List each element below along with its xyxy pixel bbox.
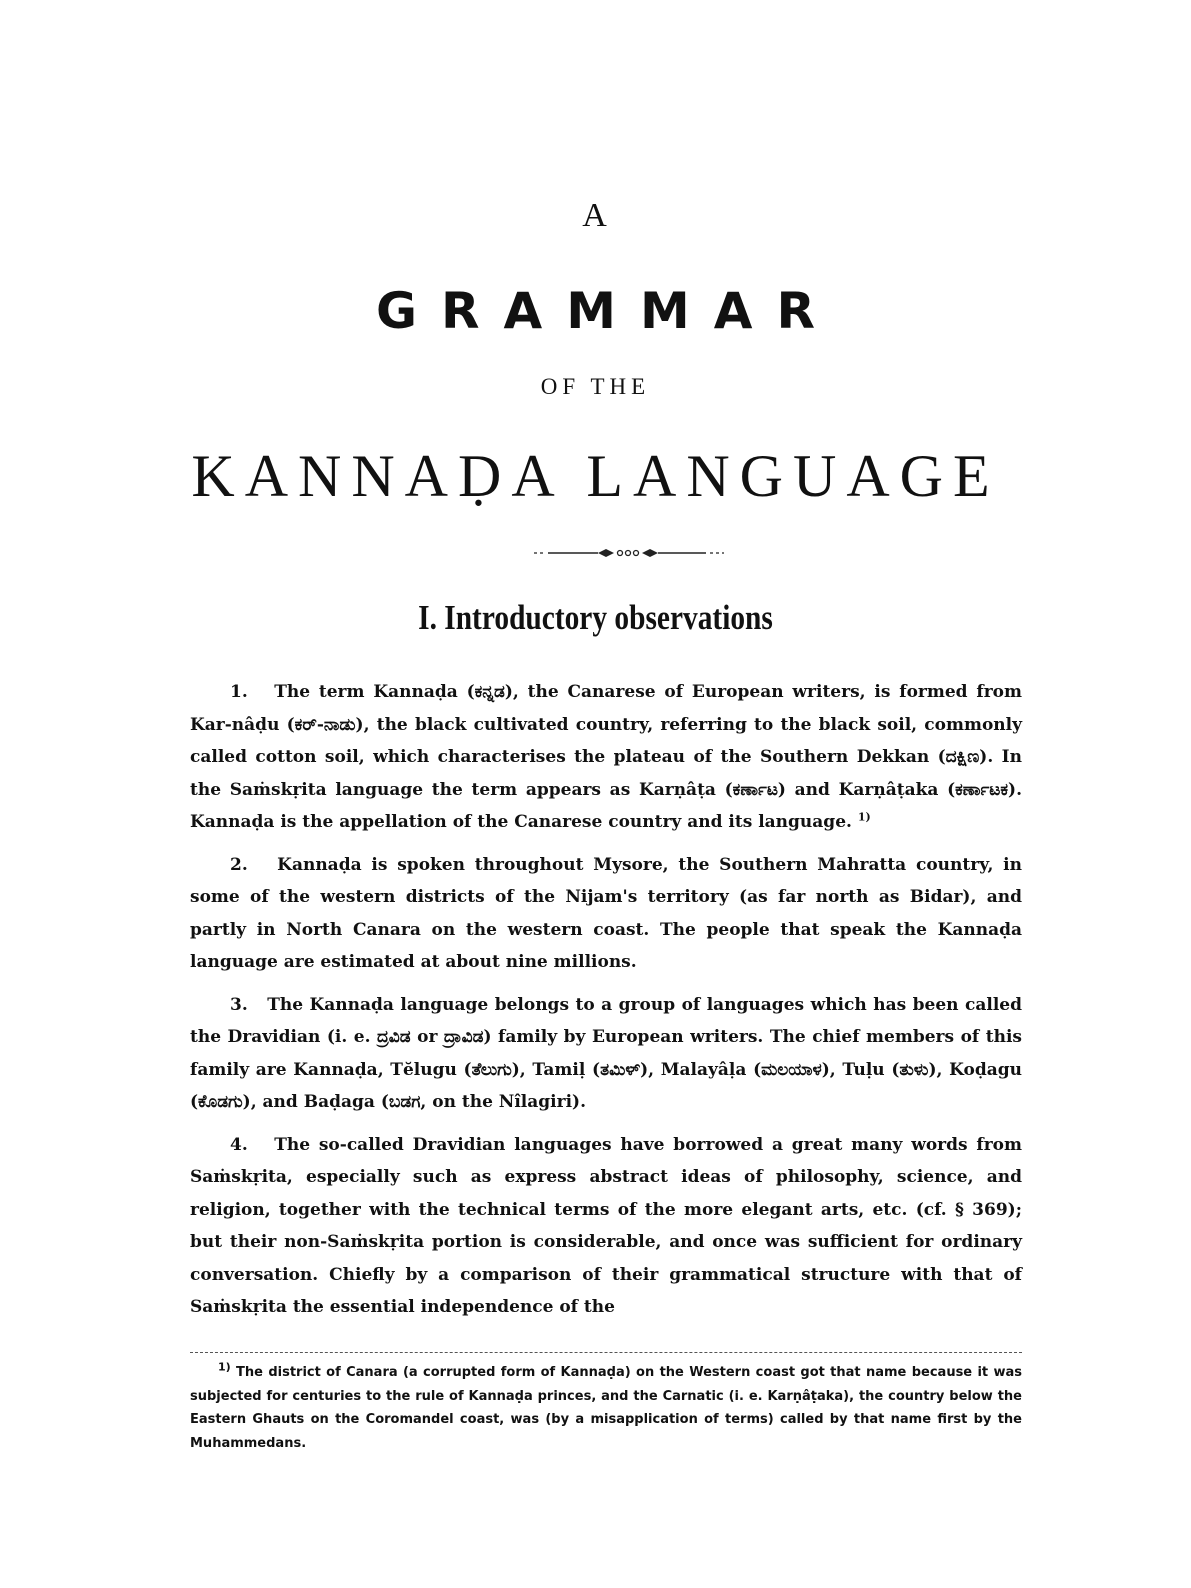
- ornamental-divider: [534, 546, 724, 560]
- section-heading: I. Introductory observations: [418, 598, 773, 637]
- footnote-marker: 1): [218, 1360, 231, 1374]
- paragraph-1: [190, 676, 1022, 839]
- footnote-text: The district of Canara (a corrupted form of Kannaḍa) on the Western coast got that name because it was subjected for centuries to the rule of Kannaḍa princes, and the Carnatic (i. e. Karṇâṭaka), the country below the Eastern Ghauts on the Coromandel coast, was (by a misapplication of terms) called by that name first by the Muhammedans.: [190, 1365, 1023, 1451]
- title-article: A: [582, 197, 609, 234]
- paragraph-number: 4.: [230, 1134, 248, 1155]
- paragraph-text: The so-called Dravidian languages have borrowed a great many words from Saṁskṛita, especially such as express abstract ideas of philosophy, science, and religion, together with the technical terms of the more elegant arts, etc. (cf. § 369); but their non-Saṁskṛita portion is considerable, and once was sufficient for ordinary conversation. Chiefly by a comparison of their grammatical structure with that of Saṁskṛita the essential independence of the: [190, 1134, 1022, 1317]
- title-connector: OF THE: [540, 374, 651, 399]
- paragraph-number: 3.: [230, 994, 248, 1015]
- paragraph-3: [190, 989, 1022, 1119]
- paragraph-text: Kannaḍa is spoken throughout Mysore, the Southern Mahratta country, in some of the western districts of the Nijam's territory (as far north as Bidar), and partly in North Canara on the western coast. The people that speak the Kannaḍa language are estimated at about nine millions.: [190, 854, 1023, 972]
- paragraph-text: The Kannaḍa language belongs to a group of languages which has been called the Dravidian (i. e. ದ್ರವಿಡ or ದ್ರಾವಿಡ) family by European writers. The chief members of this family are Kannaḍa, Tĕlugu (ತೆಲುಗು), Tamiḷ (ತಮಿಳ್), Malayâḷa (ಮಲಯಾಳ), Tuḷu (ತುಳು), Koḍagu (ಕೊಡಗು), and Baḍaga (ಬಡಗ, on the Nîlagiri).: [190, 994, 1022, 1112]
- title-main: GRAMMAR: [376, 282, 839, 340]
- title-subject: KANNAḌA LANGUAGE: [191, 443, 1000, 509]
- paragraph-number: 1.: [230, 682, 248, 702]
- paragraph-2: [190, 849, 1022, 979]
- footnote-divider: [190, 1352, 1022, 1353]
- paragraph-4: [190, 1129, 1022, 1324]
- paragraph-text: The term Kannaḍa (ಕನ್ನಡ), the Canarese of European writers, is formed from Kar-nâḍu (ಕರ್‌-ನಾಡು), the black cultivated country, referring to the black soil, commonly called cotton soil, which characterises the plateau of the Southern Dekkan (ದಕ್ಷಿಣ). In the Saṁskṛita language the term appears as Karṇâṭa (ಕರ್ಣಾಟ) and Karṇâṭaka (ಕರ್ಣಾಟಕ). Kannaḍa is the appellation of the Canarese country and its language.: [190, 682, 1022, 832]
- footnote-ref: 1): [857, 810, 871, 824]
- body-text: [190, 676, 1022, 1334]
- footnote: [190, 1361, 1022, 1455]
- paragraph-number: 2.: [230, 854, 248, 875]
